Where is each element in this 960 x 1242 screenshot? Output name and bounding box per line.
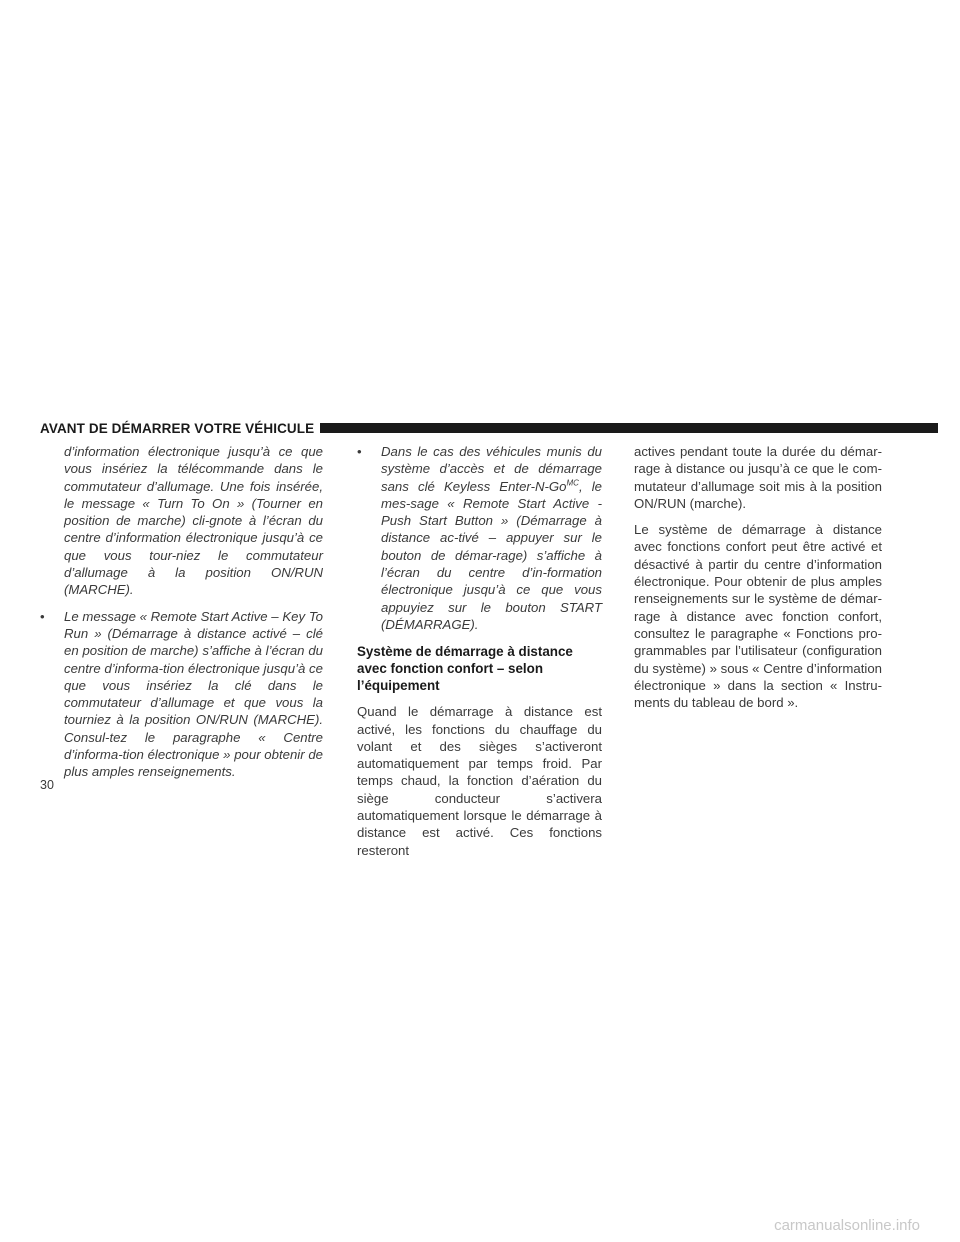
column-2 [357, 443, 602, 868]
body-paragraph: actives pendant toute la durée du démar-rage à distance ou jusqu’à ce que le com-mutateur d’allumage soit mis à la position ON/RUN (marche). [634, 444, 882, 511]
subsection-heading: Système de démarrage à distance avec fonction confort – selon l’équipement [357, 644, 573, 694]
trademark-superscript: MC [566, 478, 579, 488]
column-3 [634, 443, 882, 720]
watermark: carmanualsonline.info [774, 1217, 920, 1234]
bullet-dot: • [40, 608, 45, 624]
body-paragraph: Quand le démarrage à distance est activé, les fonctions du chauffage du volant et des sièges s’activeront automatiquement par temps froid. Par temps chaud, la fonction d’aération du siège conducteur s’activera automatiquement lorsque le démarrage à distance est activé. Ces fonctions resteront [357, 704, 602, 858]
page-number: 30 [40, 778, 54, 792]
bullet-dot: • [357, 444, 362, 459]
header-rule [320, 423, 938, 433]
section-title: AVANT DE DÉMARRER VOTRE VÉHICULE [40, 420, 315, 436]
bullet-text: Le message « Remote Start Active – Key To Run » (Démarrage à distance activé – clé en position de marche) s’affiche à l’écran du centre d’informa-tion électronique jusqu’à ce que vous insériez la clé dans le commutateur d’allumage et que vous la tourniez à la position ON/RUN (MARCHE). Consul-tez le paragraphe « Centre d’informa-tion électronique » pour obtenir de plus amples renseignements. [64, 608, 323, 780]
bullet-item [357, 443, 602, 633]
bullet-text-post: , le mes-sage « Remote Start Active - Push Start Button » (Démarrage à distance ac-tivé – appuyer sur le bouton de démar-rage) s’affiche à l’écran du centre d’in-formation électronique jusqu’à ce que vous appuyiez sur le bouton START (DÉMARRAGE). [381, 478, 603, 632]
column-1 [40, 443, 323, 790]
bullet-item [40, 608, 323, 781]
section-header [40, 418, 938, 438]
bullet-text-pre: Dans le cas des véhicules munis du système d’accès et de démarrage sans clé Keyless Enter-N-Go [381, 444, 602, 494]
body-paragraph: Le système de démarrage à distance avec fonctions confort peut être activé et désactivé à partir du centre d’information électronique. Pour obtenir de plus amples renseignements sur le système de démar-rage à distance avec fonction confort, consultez le paragraphe « Fonctions pro-grammables par l’utilisateur (configuration du système) » sous « Centre d’information électronique » dans la section « Instru-ments du tableau de bord ». [634, 522, 882, 711]
continued-bullet-text: d’information électronique jusqu’à ce que vous insériez la télécommande dans le commutateur d’allumage. Une fois insérée, le message « Turn To On » (Tourner en position de marche) cli-gnote à l’écran du centre d’information électronique jusqu’à ce que vous tour-niez le commutateur d’allumage à la position ON/RUN (MARCHE). [64, 444, 323, 598]
bullet-text [381, 444, 602, 632]
